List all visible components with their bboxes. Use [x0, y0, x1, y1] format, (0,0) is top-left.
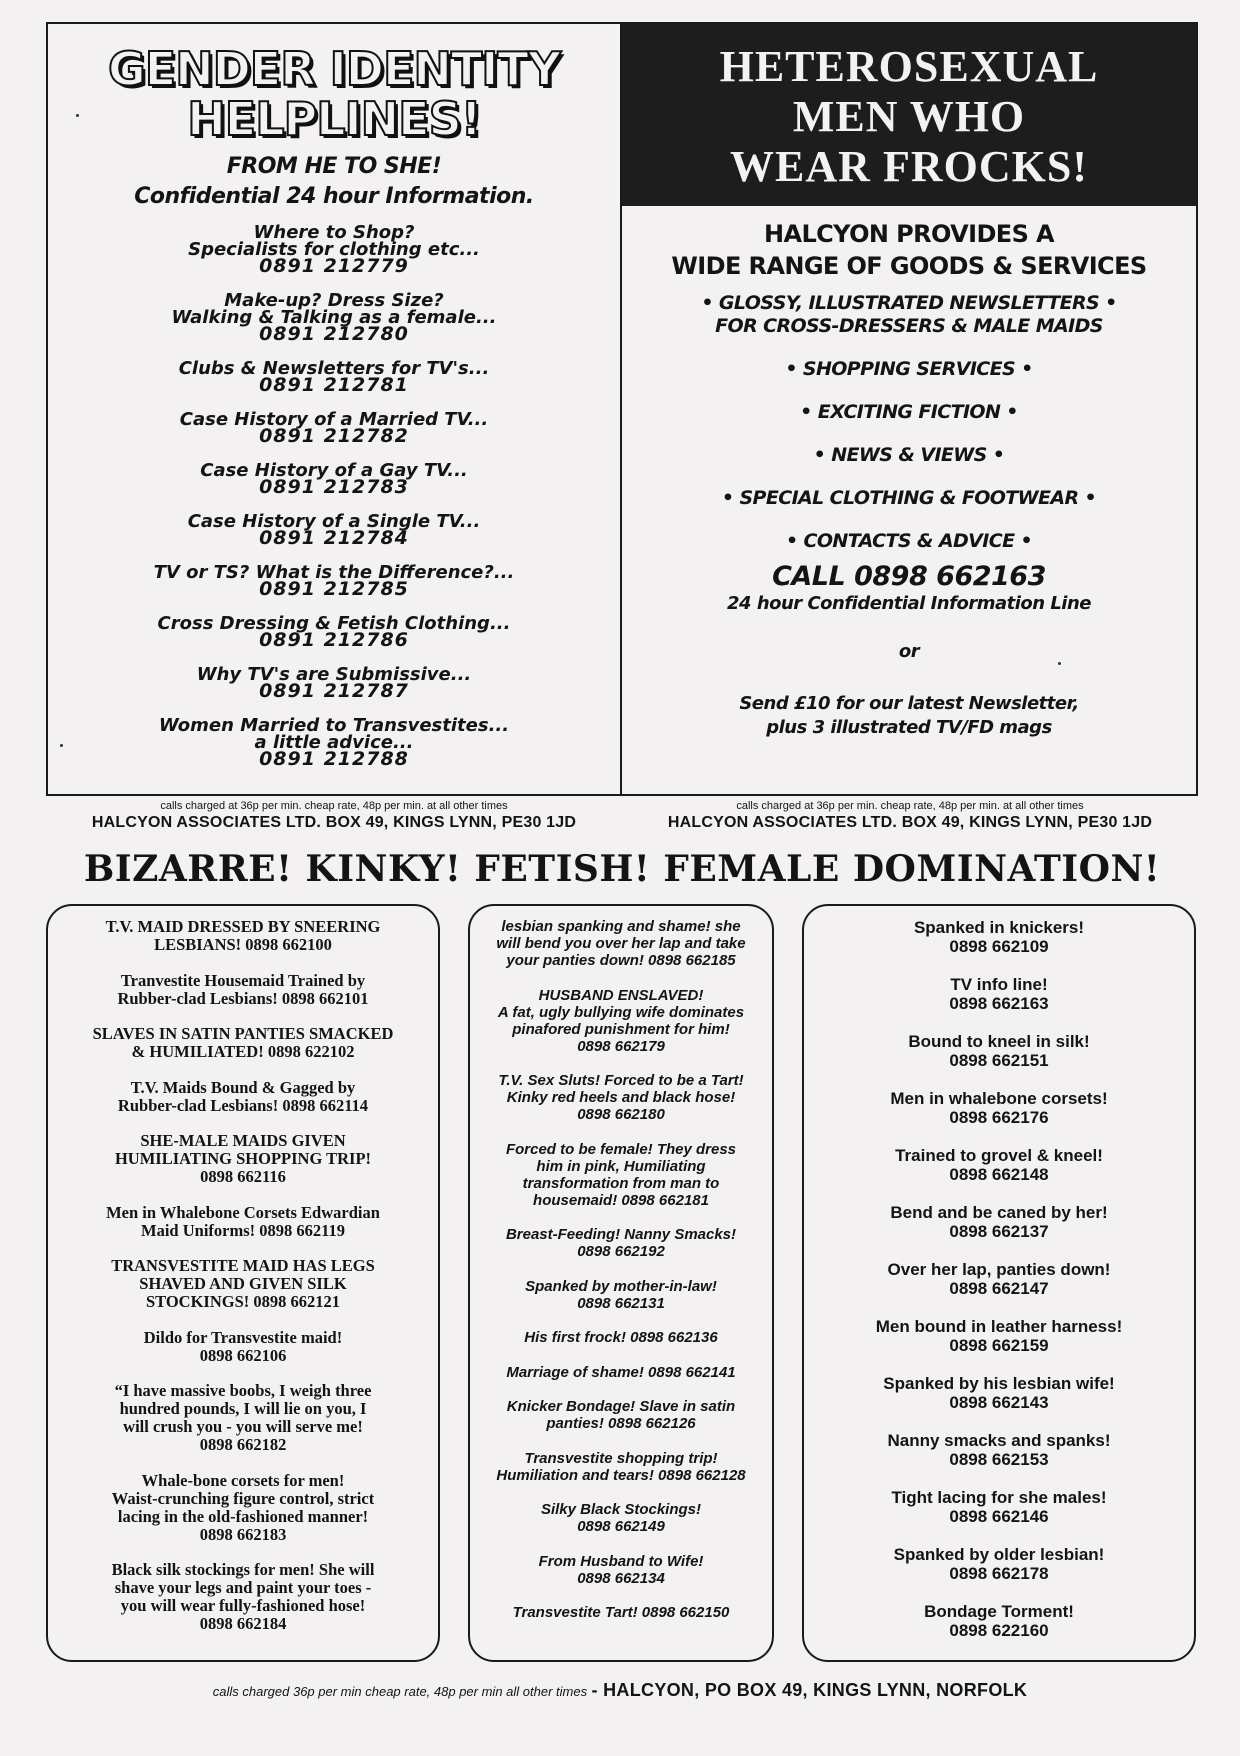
listing-line: 0898 662192	[577, 1243, 665, 1260]
listing-line: Men bound in leather harness!	[875, 1317, 1123, 1336]
listing-item	[470, 1329, 772, 1346]
left-address: HALCYON ASSOCIATES LTD. BOX 49, KINGS LYNN, PE30 1JD	[91, 814, 577, 831]
listing-item	[804, 1602, 1194, 1640]
service-item	[622, 292, 1196, 338]
helpline-item	[48, 411, 620, 445]
service-list	[622, 292, 1196, 553]
helpline-phone: 0891 212785	[259, 578, 409, 600]
listing-item	[804, 1317, 1194, 1355]
helpline-text: Case History of a Gay TV...	[200, 460, 468, 481]
listing-line: Silky Black Stockings!	[540, 1501, 702, 1518]
halcyon-ad	[622, 22, 1198, 796]
listing-item	[804, 1374, 1194, 1412]
listing-item	[470, 918, 772, 969]
listing-line: Forced to be female! They dress	[505, 1140, 737, 1158]
listing-item	[48, 1079, 438, 1115]
helpline-item	[48, 462, 620, 496]
gender-identity-title: GENDER IDENTITY HELPLINES!	[107, 42, 561, 146]
halcyon-call-subtitle: 24 hour Confidential Information Line	[727, 593, 1091, 614]
listing-line: 0898 662143	[949, 1393, 1049, 1412]
helpline-item	[48, 292, 620, 343]
listing-item	[48, 918, 438, 954]
helpline-text: Case History of a Single TV...	[187, 511, 481, 532]
service-item	[622, 530, 1196, 553]
helpline-phone: 0891 212782	[259, 425, 409, 447]
listing-line: lesbian spanking and shame! she	[501, 918, 741, 935]
listing-line: transformation from man to	[522, 1174, 720, 1192]
service-item	[622, 358, 1196, 381]
listing-line: him in pink, Humiliating	[536, 1157, 706, 1175]
helpline-text: Cross Dressing & Fetish Clothing...	[157, 613, 511, 634]
listing-line: Transvestite shopping trip!	[524, 1449, 718, 1467]
gender-identity-ad	[46, 22, 622, 796]
print-speck	[1058, 662, 1061, 665]
footer-address: - HALCYON, PO BOX 49, KINGS LYNN, NORFOLK	[591, 1680, 1028, 1700]
listing-line: Breast-Feeding! Nanny Smacks!	[505, 1226, 737, 1243]
listing-line: Kinky red heels and black hose!	[506, 1089, 736, 1106]
listing-line: 0898 662178	[949, 1564, 1049, 1583]
listing-line: Dildo for Transvestite maid!	[143, 1327, 343, 1347]
listing-item	[804, 918, 1194, 956]
helpline-text: Case History of a Married TV...	[179, 409, 489, 430]
listing-item	[804, 1545, 1194, 1583]
right-address: HALCYON ASSOCIATES LTD. BOX 49, KINGS LYNN, PE30 1JD	[667, 814, 1153, 831]
listing-line: TRANSVESTITE MAID HAS LEGS	[111, 1256, 375, 1275]
helpline-phone: 0891 212779	[259, 255, 409, 277]
helpline-item	[48, 717, 620, 768]
service-item	[622, 401, 1196, 424]
listing-line: Spanked in knickers!	[913, 918, 1085, 937]
listing-line: “I have massive boobs, I weigh three	[114, 1381, 372, 1400]
listing-line: 0898 662151	[949, 1051, 1049, 1070]
listing-line: 0898 662163	[949, 994, 1049, 1013]
helpline-item	[48, 360, 620, 394]
listing-item	[804, 1260, 1194, 1298]
listing-item	[470, 1553, 772, 1587]
listing-panel-right	[802, 904, 1196, 1662]
listing-line: A fat, ugly bullying wife dominates	[497, 1003, 745, 1021]
listing-panel-middle	[468, 904, 774, 1662]
listing-line: housemaid! 0898 662181	[533, 1191, 709, 1209]
listing-item	[48, 1561, 438, 1633]
halcyon-call-line: CALL 0898 662163	[772, 561, 1046, 592]
halcyon-or: or	[898, 641, 920, 662]
listing-line: Bound to kneel in silk!	[908, 1032, 1090, 1051]
helpline-item	[48, 615, 620, 649]
listing-item	[48, 1257, 438, 1311]
listing-line: 0898 662149	[577, 1518, 665, 1535]
listing-item	[470, 1072, 772, 1123]
helpline-text: Clubs & Newsletters for TV's...	[178, 358, 490, 379]
gender-identity-subtitle: FROM HE TO SHE!	[226, 154, 442, 179]
listing-line: 0898 662182	[199, 1435, 287, 1454]
listing-line: will bend you over her lap and take	[496, 935, 746, 952]
print-speck	[60, 744, 63, 747]
listing-line: HUMILIATING SHOPPING TRIP!	[114, 1149, 372, 1168]
listing-item	[470, 1278, 772, 1312]
listing-line: Maid Uniforms! 0898 662119	[141, 1220, 345, 1240]
helpline-text: Why TV's are Submissive...	[196, 664, 472, 685]
listing-item	[470, 987, 772, 1055]
listing-line: Tight lacing for she males!	[891, 1488, 1107, 1507]
helpline-phone: 0891 212780	[259, 323, 409, 345]
listing-item	[804, 1488, 1194, 1526]
halcyon-send-offer: Send £10 for our latest Newsletter, plus 3 illustrated TV/FD mags	[739, 693, 1079, 738]
listing-item	[470, 1141, 772, 1209]
right-fine-print: calls charged at 36p per min. cheap rate, 48p per min. at all other times	[736, 800, 1084, 812]
listing-line: 0898 662184	[199, 1614, 287, 1633]
service-text: • EXCITING FICTION •	[800, 401, 1018, 423]
listing-line: Tranvestite Housemaid Trained by	[120, 970, 366, 990]
helpline-text: a little advice...	[254, 732, 414, 753]
listing-line: will crush you - you will serve me!	[123, 1417, 363, 1436]
listing-line: Men in whalebone corsets!	[890, 1089, 1108, 1108]
listing-item	[804, 1032, 1194, 1070]
listing-line: hundred pounds, I will lie on you, I	[119, 1399, 367, 1418]
listing-line: & HUMILIATED! 0898 622102	[131, 1042, 355, 1061]
service-text: • GLOSSY, ILLUSTRATED NEWSLETTERS •	[701, 292, 1117, 314]
listing-line: Rubber-clad Lesbians! 0898 662114	[117, 1095, 369, 1115]
service-text: • SPECIAL CLOTHING & FOOTWEAR •	[721, 487, 1097, 509]
helpline-phone: 0891 212784	[259, 527, 409, 549]
listing-line: you will wear fully-fashioned hose!	[120, 1596, 366, 1615]
listing-line: Spanked by mother-in-law!	[525, 1277, 717, 1295]
listing-line: Spanked by his lesbian wife!	[883, 1374, 1115, 1393]
listing-line: your panties down! 0898 662185	[506, 952, 736, 969]
print-speck	[76, 114, 79, 117]
service-item	[622, 487, 1196, 510]
helpline-text: Where to Shop?	[253, 222, 415, 243]
halcyon-ad-header: HETEROSEXUAL MEN WHO WEAR FROCKS!	[622, 24, 1196, 206]
service-item	[622, 444, 1196, 467]
listing-item	[804, 1431, 1194, 1469]
listing-line: Bondage Torment!	[924, 1602, 1074, 1621]
listing-line: SHE-MALE MAIDS GIVEN	[140, 1131, 346, 1150]
listing-line: 0898 662146	[949, 1507, 1049, 1526]
listing-line: Marriage of shame! 0898 662141	[506, 1363, 736, 1381]
listing-line: 0898 662159	[949, 1336, 1049, 1355]
listing-line: shave your legs and paint your toes -	[114, 1578, 372, 1597]
gender-identity-tagline: Confidential 24 hour Information.	[134, 184, 534, 209]
listing-line: Humiliation and tears! 0898 662128	[496, 1466, 746, 1484]
service-text: • SHOPPING SERVICES •	[785, 358, 1033, 380]
listing-line: 0898 662109	[949, 937, 1049, 956]
listing-line: panties! 0898 662126	[546, 1415, 696, 1432]
listing-item	[470, 1364, 772, 1381]
listing-line: Men in Whalebone Corsets Edwardian	[106, 1202, 380, 1222]
listing-line: Trained to grovel & kneel!	[895, 1146, 1103, 1165]
listing-line: STOCKINGS! 0898 662121	[145, 1292, 341, 1311]
helpline-phone: 0891 212783	[259, 476, 409, 498]
helpline-item	[48, 513, 620, 547]
listing-line: 0898 662134	[577, 1569, 665, 1587]
listing-line: HUSBAND ENSLAVED!	[538, 986, 704, 1004]
service-text: • CONTACTS & ADVICE •	[785, 530, 1033, 552]
listing-line: From Husband to Wife!	[538, 1552, 704, 1570]
listing-line: Whale-bone corsets for men!	[141, 1470, 345, 1490]
listing-line: 0898 662176	[949, 1108, 1049, 1127]
helpline-phone: 0891 212781	[259, 374, 409, 396]
listing-line: SLAVES IN SATIN PANTIES SMACKED	[92, 1024, 394, 1043]
listing-item	[48, 1025, 438, 1061]
helpline-phone: 0891 212786	[259, 629, 409, 651]
listing-line: LESBIANS! 0898 662100	[154, 935, 332, 954]
listing-item	[804, 1089, 1194, 1127]
listing-panel-left	[46, 904, 440, 1662]
listing-line: T.V. MAID DRESSED BY SNEERING	[105, 917, 381, 936]
listing-item	[48, 1382, 438, 1454]
listing-item	[804, 1146, 1194, 1184]
listing-line: 0898 662106	[199, 1345, 287, 1365]
listing-line: Nanny smacks and spanks!	[887, 1431, 1111, 1450]
helpline-list	[48, 224, 620, 768]
listing-item	[470, 1501, 772, 1535]
service-text: • NEWS & VIEWS •	[813, 444, 1005, 466]
listing-line: His first frock! 0898 662136	[524, 1329, 718, 1346]
helpline-phone: 0891 212787	[259, 680, 409, 702]
listing-line: 0898 662179	[577, 1037, 665, 1055]
listing-item	[804, 1203, 1194, 1241]
listing-line: Rubber-clad Lesbians! 0898 662101	[117, 988, 369, 1008]
helpline-item	[48, 224, 620, 275]
listing-line: Bend and be caned by her!	[890, 1203, 1108, 1222]
listing-item	[48, 1204, 438, 1240]
listing-line: 0898 662153	[949, 1450, 1049, 1469]
helpline-text: Walking & Talking as a female...	[171, 307, 497, 328]
listing-line: Spanked by older lesbian!	[893, 1545, 1105, 1564]
listing-line: TV info line!	[950, 975, 1048, 994]
listing-line: T.V. Maids Bound & Gagged by	[130, 1077, 356, 1097]
helpline-item	[48, 564, 620, 598]
listing-line: SHAVED AND GIVEN SILK	[139, 1274, 347, 1293]
listing-line: 0898 662180	[577, 1106, 665, 1123]
fetish-banner: BIZARRE! KINKY! FETISH! FEMALE DOMINATION!	[83, 848, 1161, 890]
listing-line: 0898 662131	[577, 1294, 665, 1312]
listing-item	[48, 972, 438, 1008]
helpline-item	[48, 666, 620, 700]
page-footer	[0, 1680, 1240, 1701]
listing-item	[470, 1226, 772, 1260]
helpline-text: Make-up? Dress Size?	[224, 290, 444, 311]
helpline-text: Specialists for clothing etc...	[188, 239, 480, 260]
listing-line: 0898 662148	[949, 1165, 1049, 1184]
listing-item	[48, 1472, 438, 1544]
listing-item	[804, 975, 1194, 1013]
listing-item	[470, 1450, 772, 1484]
service-text: FOR CROSS-DRESSERS & MALE MAIDS	[715, 315, 1103, 337]
listing-line: 0898 662116	[200, 1167, 286, 1186]
listing-line: 0898 662183	[199, 1524, 287, 1544]
listing-item	[48, 1329, 438, 1365]
listing-line: 0898 662147	[949, 1279, 1049, 1298]
footer-rates: calls charged 36p per min cheap rate, 48p per min all other times	[212, 1684, 588, 1699]
listing-line: lacing in the old-fashioned manner!	[117, 1506, 369, 1526]
listing-item	[470, 1604, 772, 1621]
listing-item	[470, 1398, 772, 1432]
listing-line: Over her lap, panties down!	[887, 1260, 1111, 1279]
listing-line: pinafored punishment for him!	[512, 1020, 730, 1038]
helpline-text: Women Married to Transvestites...	[158, 715, 510, 736]
listing-line: 0898 622160	[949, 1621, 1049, 1640]
listing-item	[48, 1132, 438, 1186]
listing-line: Waist-crunching figure control, strict	[111, 1488, 375, 1508]
helpline-text: TV or TS? What is the Difference?...	[153, 562, 515, 583]
left-fine-print: calls charged at 36p per min. cheap rate, 48p per min. at all other times	[160, 800, 508, 812]
listing-line: T.V. Sex Sluts! Forced to be a Tart!	[498, 1072, 744, 1089]
listing-line: Knicker Bondage! Slave in satin	[506, 1398, 736, 1415]
listing-line: Transvestite Tart! 0898 662150	[512, 1604, 730, 1621]
halcyon-ad-intro: HALCYON PROVIDES A WIDE RANGE OF GOODS & SERVICES	[671, 220, 1147, 280]
listing-line: 0898 662137	[949, 1222, 1049, 1241]
helpline-phone: 0891 212788	[259, 748, 409, 770]
listing-line: Black silk stockings for men! She will	[111, 1560, 375, 1579]
